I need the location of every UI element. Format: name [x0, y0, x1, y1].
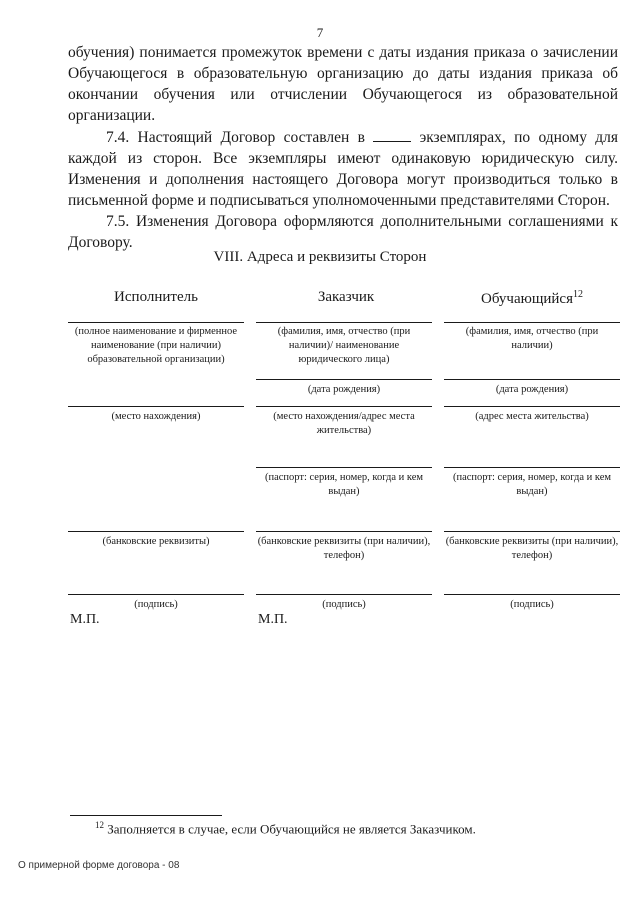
student-birth-caption: (дата рождения) [495, 384, 569, 395]
student-address-line [444, 406, 620, 407]
page-footer: О примерной форме договора - 08 [18, 860, 180, 871]
student-passport-line [444, 467, 620, 468]
executor-heading: Исполнитель [114, 289, 198, 305]
student-signature-caption: (подпись) [510, 599, 554, 610]
student-name-caption: (фамилия, имя, отчество (при наличии) [465, 326, 599, 351]
customer-birth-line [256, 379, 432, 380]
paragraph-7-4-start: 7.4. Настоящий Договор составлен в [106, 129, 374, 146]
customer-birth-caption: (дата рождения) [307, 384, 381, 395]
executor-bank-line [68, 531, 244, 532]
customer-signature-caption: (подпись) [322, 599, 366, 610]
student-heading [442, 289, 622, 308]
student-passport-caption: (паспорт: серия, номер, когда и кем выдан) [452, 472, 612, 497]
paragraph-7-3-end: обучения) понимается промежуток времени с даты издания приказа о зачислении Обучающегося в образовательную организацию до даты издания приказа об окончании обучения или отчислении Обучающегося из образовательной организации. [68, 44, 618, 124]
student-bank-caption: (банковские реквизиты (при наличии), телефон) [445, 536, 619, 561]
customer-stamp: М.П. [258, 612, 288, 627]
section-title: VIII. Адреса и реквизиты Сторон [213, 249, 427, 265]
executor-location-caption: (место нахождения) [111, 411, 201, 422]
customer-name-caption: (фамилия, имя, отчество (при наличии)/ наименование юридического лица) [277, 326, 411, 365]
executor-name-line [68, 322, 244, 323]
customer-bank-line [256, 531, 432, 532]
customer-heading: Заказчик [317, 289, 375, 305]
footnote-separator [70, 815, 222, 816]
executor-name-caption: (полное наименование и фирменное наименование (при наличии) образовательной организации) [74, 326, 238, 365]
student-bank-line [444, 531, 620, 532]
customer-address-line [256, 406, 432, 407]
paragraph-7-5: 7.5. Изменения Договора оформляются дополнительными соглашениями к Договору. [68, 213, 618, 251]
customer-bank-caption: (банковские реквизиты (при наличии), телефон) [257, 536, 431, 561]
executor-stamp: М.П. [70, 612, 100, 627]
page-number: 7 [316, 25, 324, 40]
student-name-line [444, 322, 620, 323]
customer-name-line [256, 322, 432, 323]
customer-signature-line [256, 594, 432, 595]
customer-passport-line [256, 467, 432, 468]
footnote-ref: 12 [572, 289, 583, 300]
customer-passport-caption: (паспорт: серия, номер, когда и кем выдан) [264, 472, 424, 497]
copies-blank [373, 129, 411, 142]
executor-location-line [68, 406, 244, 407]
footnote [95, 820, 476, 837]
footnote-mark: 12 [95, 820, 104, 830]
student-heading-text: Обучающийся [481, 291, 573, 307]
student-signature-line [444, 594, 620, 595]
student-address-caption: (адрес места жительства) [475, 411, 589, 422]
executor-signature-caption: (подпись) [134, 599, 178, 610]
customer-address-caption: (место нахождения/адрес места жительства) [273, 411, 415, 436]
student-birth-line [444, 379, 620, 380]
executor-bank-caption: (банковские реквизиты) [102, 536, 210, 547]
executor-signature-line [68, 594, 244, 595]
footnote-text: Заполняется в случае, если Обучающийся не является Заказчиком. [104, 821, 476, 837]
paragraph-7-4-rest: экземплярах, по одному для каждой из сторон. Все экземпляры имеют одинаковую юридическую силу. Изменения и дополнения настоящего Договора могут производиться только в письменной форме и подписываться уполномоченными представителями Сторон. [68, 129, 618, 209]
paragraph-7-4 [68, 127, 618, 211]
